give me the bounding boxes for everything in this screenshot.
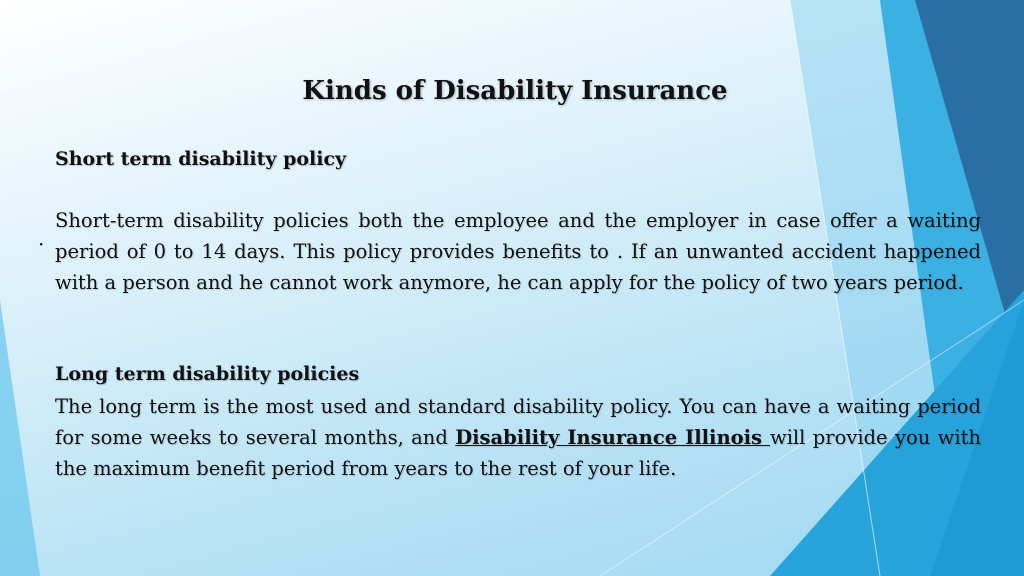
long-term-text-after: will provide you with the maximum benefit period from years to the rest of your life.: [55, 426, 981, 480]
disability-insurance-illinois-link[interactable]: Disability Insurance Illinois: [455, 426, 770, 449]
section-heading-short-term: Short term disability policy: [55, 148, 347, 170]
long-term-text-before: The long term is the most used and standard disability policy. You can have a waiting period for some weeks to several months, and: [55, 395, 981, 449]
short-term-paragraph: Short-term disability policies both the employee and the employer in case offer a waiting period of 0 to 14 days. This policy provides benefits to . If an unwanted accident happened with a person and he cannot work anymore, he can apply for the policy of two years period.: [55, 209, 981, 294]
slide-title: Kinds of Disability Insurance: [302, 76, 728, 106]
section-heading-long-term: Long term disability policies: [55, 363, 360, 385]
bullet-dot: ·: [38, 232, 45, 256]
long-term-paragraph: [55, 391, 981, 484]
